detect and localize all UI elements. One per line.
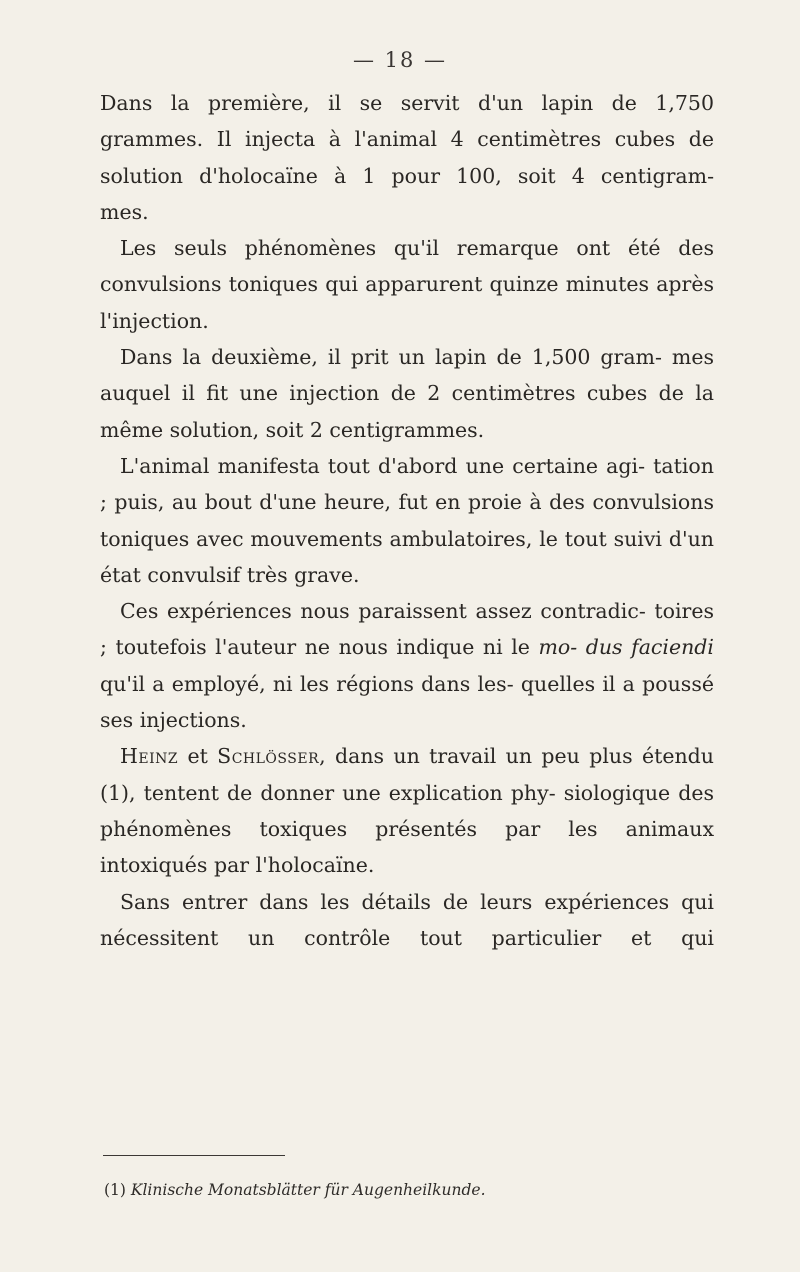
text-line: de la même solution, soit 2 centigrammes.	[100, 381, 714, 442]
text-line: quelles il a poussé ses injections.	[100, 671, 714, 733]
body-text	[100, 85, 714, 956]
paragraph-4	[100, 448, 714, 593]
text-line: étendu (1), tentent de donner une explication phy-	[100, 744, 714, 805]
text-line: mes.	[100, 199, 149, 224]
author-name: Heinz	[120, 744, 179, 769]
text-line: le tout suivi d'un état convulsif très grave.	[100, 526, 714, 587]
paragraph-2	[100, 230, 714, 339]
footnote	[104, 1181, 486, 1199]
text-line: qu'il a employé, ni les régions dans les-	[100, 671, 514, 696]
text-line: après l'injection.	[100, 272, 714, 333]
page-number: — 18 —	[352, 48, 448, 72]
text-line: Ces expériences nous paraissent assez contradic-	[120, 599, 646, 624]
latin-phrase-part: mo-	[538, 635, 578, 660]
text-line: , dans un travail un peu plus	[319, 744, 633, 769]
text-line: Dans la première, il se servit d'un lapin de 1,750	[100, 91, 714, 115]
paragraph-6	[100, 738, 714, 883]
text-fragment: et	[178, 744, 218, 769]
text-line: convulsions toniques avec mouvements ambulatoires,	[100, 490, 714, 551]
footnote-text: Klinische Monatsblätter für Augenheilkunde.	[130, 1181, 486, 1199]
text-line: solution d'holocaïne à 1 pour 100, soit 4 centigram-	[100, 163, 714, 188]
text-line: siologique des phénomènes toxiques présentés par les	[100, 780, 714, 841]
footnote-ref: (1)	[104, 1181, 131, 1199]
footnote-separator	[103, 1155, 285, 1156]
text-line: convulsions toniques qui apparurent quinze minutes	[100, 272, 649, 297]
text-line: Dans la deuxième, il prit un lapin de 1,500 gram-	[120, 345, 662, 370]
text-line: animaux intoxiqués par l'holocaïne.	[100, 816, 714, 878]
paragraph-1	[100, 85, 714, 230]
text-line: Les seuls phénomènes qu'il remarque ont été des	[120, 236, 714, 261]
text-line: Sans entrer dans les détails de leurs expériences	[120, 889, 670, 914]
author-name: Schlösser	[217, 744, 320, 769]
text-line: grammes. Il injecta à l'animal 4 centimètres cubes de	[100, 127, 714, 152]
latin-phrase-part: dus faciendi	[585, 635, 714, 660]
text-line: qui nécessitent un contrôle tout particulier et qui	[100, 889, 714, 950]
text-line: L'animal manifesta tout d'abord une certaine agi-	[120, 453, 646, 478]
text-line: toires ; toutefois l'auteur ne nous indique ni le	[100, 599, 714, 660]
paragraph-5	[100, 593, 714, 738]
paragraph-7	[100, 884, 714, 957]
text-line: tation ; puis, au bout d'une heure, fut en proie à des	[100, 453, 714, 515]
paragraph-3	[100, 339, 714, 448]
text-line: mes auquel il fit une injection de 2 centimètres cubes	[100, 345, 714, 406]
